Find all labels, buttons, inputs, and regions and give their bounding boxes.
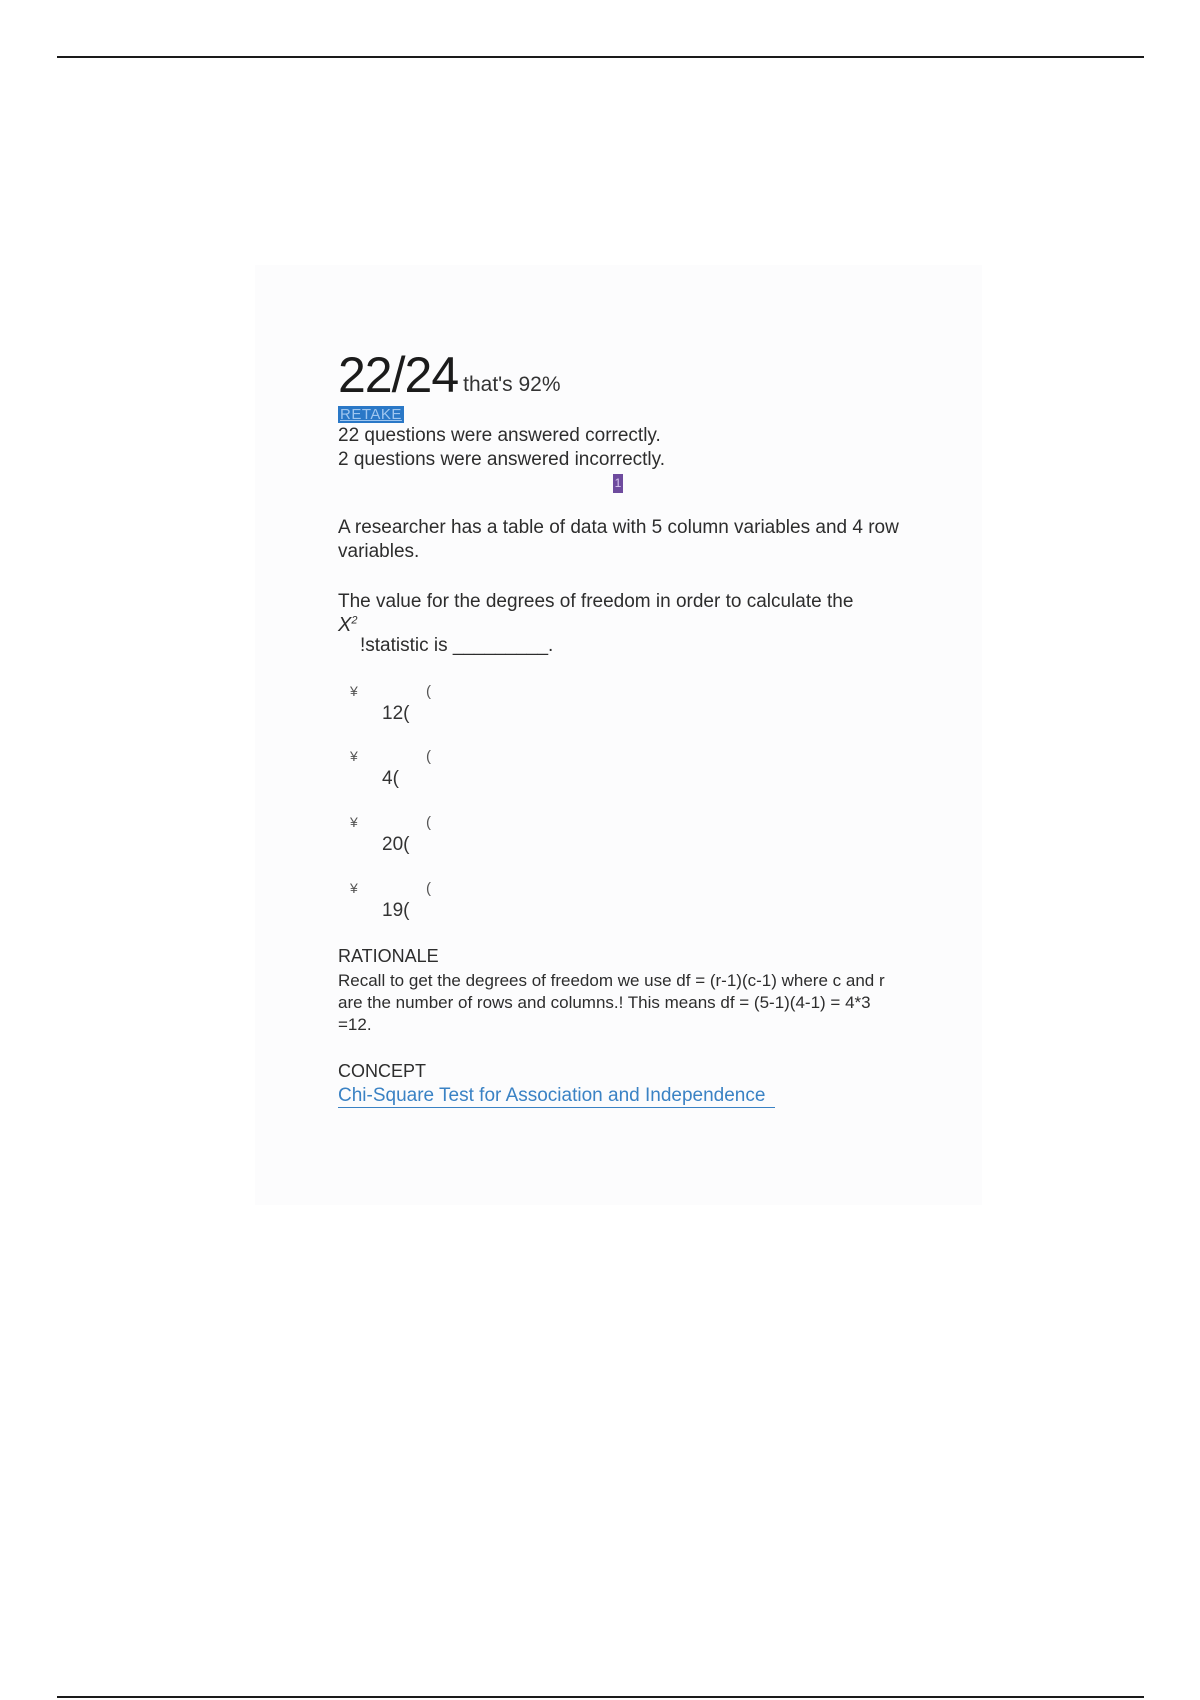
chi-square-symbol: $X^2$ <box>338 614 358 636</box>
option-paren: ( <box>426 880 431 897</box>
concept-heading: CONCEPT <box>338 1061 427 1081</box>
option-paren: ( <box>426 683 431 700</box>
score-percent: that's 92% <box>463 373 561 396</box>
answer-option-3[interactable] <box>338 814 538 864</box>
quiz-result-content <box>338 347 899 1106</box>
answer-option-1[interactable] <box>338 683 538 733</box>
incorrect-count-text: 2 questions were answered incorrectly. <box>338 449 666 470</box>
question-intro: A researcher has a table of data with 5 column variables and 4 row variables. <box>338 517 899 562</box>
rationale-text: Recall to get the degrees of freedom we use df = (r-1)(c-1) where c and r are the number of rows and columns.! This means df = (5-1)(4-1) = 4*3 =12. <box>338 971 885 1034</box>
question-prompt-end: !statistic is _________. <box>360 635 554 656</box>
question-prompt: The value for the degrees of freedom in order to calculate the <box>338 591 854 612</box>
option-paren: ( <box>426 814 431 831</box>
option-label: 20( <box>382 834 410 855</box>
score-fraction: 22/24 <box>338 347 459 403</box>
concept-link[interactable]: Chi-Square Test for Association and Independence <box>338 1085 775 1108</box>
option-bullet: ¥ <box>350 683 358 699</box>
question-marker: 1 <box>613 474 623 493</box>
option-bullet: ¥ <box>350 814 358 830</box>
answer-option-4[interactable] <box>338 880 538 930</box>
option-bullet: ¥ <box>350 748 358 764</box>
correct-count-text: 22 questions were answered correctly. <box>338 425 661 446</box>
option-label: 4( <box>382 768 399 789</box>
option-bullet: ¥ <box>350 880 358 896</box>
option-paren: ( <box>426 748 431 765</box>
retake-link[interactable]: RETAKE <box>340 406 402 423</box>
option-label: 12( <box>382 703 410 724</box>
answer-option-2[interactable] <box>338 748 538 798</box>
score-header <box>338 347 898 403</box>
bottom-rule <box>57 1696 1144 1698</box>
rationale-heading: RATIONALE <box>338 946 439 966</box>
top-rule <box>57 56 1144 58</box>
option-label: 19( <box>382 900 410 921</box>
